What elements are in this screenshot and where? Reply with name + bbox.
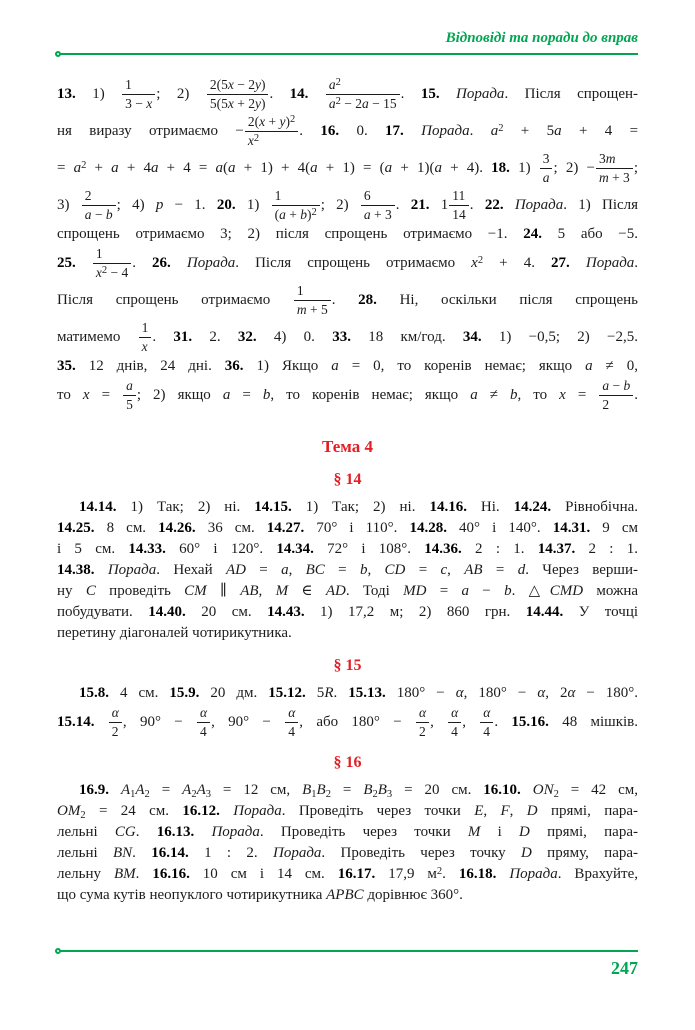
text-line: що сума кутів неопуклого чотирикутника APBC дорівнює 360°.	[57, 887, 463, 903]
fraction: $\frac{3m}{m + 3}$	[596, 151, 633, 186]
footer-rule-ring-icon	[55, 948, 61, 954]
section-heading: § 15	[333, 657, 362, 674]
footer-rule	[57, 950, 638, 952]
text-line: 14.38. Порада. Нехай AD = a, BC = b, CD = c, AB = d. Через верши-	[57, 562, 638, 578]
text-line: 25. $\frac{1}{x^2 - 4}$ . 26. Порада. Після спрощень отримаємо $x^2 + 4$. 27. Порада.	[57, 246, 639, 280]
text-line: 14.14. 1) Так; 2) ні. 14.15. 1) Так; 2) ні. 14.16. Ні. 14.24. Рівнобічна.	[79, 499, 639, 515]
text-line: 3) $\frac{2}{a - b}$ ; 4) p − 1. 20. 1) $\frac{1}{(a + b)^2}$ ; 2) $\frac{6}{a + 3}$ . 21. 1 $\frac{11}{14}$ . 22. Порада. 1) Після	[57, 188, 639, 222]
answers-algebra-continued	[57, 76, 638, 414]
text-line: 35. 12 днів, 24 дні. 36. 1) Якщо a = 0, то коренів немає; якщо a ≠ 0,	[57, 358, 638, 374]
text-line: $OM_2 = 24$ см. 16.12. Порада. Проведіть через точки E, F, D прямі, пара-	[57, 803, 639, 821]
text-line: 14.25. 8 см. 14.26. 36 см. 14.27. 70° і 110°. 14.28. 40° і 140°. 14.31. 9 см	[57, 520, 638, 536]
text-line: ня виразу отримаємо − $\frac{2(x + y)^2}{x^2}$ . 16. 0. 17. Порада. $a^2 + 5a + 4$ =	[57, 114, 639, 148]
text-line: = $a^2 + a + 4a + 4 = a(a + 1) + 4(a + 1) = (a + 1)(a + 4)$. 18. 1) $\frac{3}{a}$ ; 2) − $\frac{3m}{m + 3}$ ;	[57, 151, 638, 185]
page-header	[57, 30, 638, 55]
text-line: і 5 см. 14.33. 60° і 120°. 14.34. 72° і 108°. 14.36. 2 : 1. 14.37. 2 : 1.	[57, 541, 638, 557]
text-line: лельну BM. 16.16. 10 см і 14 см. 16.17. 17,9 $м^2$. 16.18. Порада. Врахуйте,	[57, 866, 639, 882]
text-line: Після спрощень отримаємо $\frac{1}{m + 5}$ . 28. Ні, оскільки після спрощень	[57, 283, 638, 317]
fraction: $\frac{a - b}{2}$	[599, 378, 633, 413]
text-line: побудувати. 14.40. 20 см. 14.43. 1) 17,2 м; 2) 860 грн. 14.44. У точці	[57, 604, 639, 620]
fraction: $\frac{1}{m + 5}$	[294, 283, 331, 318]
fraction: $\frac{2(5x - 2y)}{5(5x + 2y)}$	[207, 77, 269, 112]
text-line: ну C проведіть CM ∥ AB, M ∈ AD. Тоді MD = a − b. △CMD можна	[57, 583, 639, 599]
fraction: $\frac{1}{3 - x}$	[122, 77, 155, 112]
text-line: лельні CG. 16.13. Порада. Проведіть через точки M і D прямі, пара-	[57, 824, 638, 840]
theme-heading: Тема 4	[322, 437, 373, 456]
fraction: $\frac{\alpha}{4}$	[197, 705, 210, 740]
text-line: матимемо $\frac{1}{x}$ . 31. 2. 32. 4) 0. 33. 18 км/год. 34. 1) −0,5; 2) −2,5.	[57, 320, 638, 354]
header-rule	[57, 53, 638, 55]
fraction: $\frac{1}{(a + b)^2}$	[272, 188, 320, 223]
fraction: $\frac{11}{14}$	[449, 188, 469, 223]
fraction: $\frac{\alpha}{4}$	[285, 705, 298, 740]
answers-section-16	[57, 780, 638, 906]
fraction: $\frac{1}{x}$	[139, 320, 152, 355]
fraction: $\frac{\alpha}{2}$	[109, 705, 122, 740]
fraction: $\frac{a}{5}$	[123, 378, 136, 413]
answers-section-15	[57, 683, 638, 741]
text-line: 15.8. 4 см. 15.9. 20 дм. 15.12. 5R. 15.13. 180° − α, 180° − α, 2α − 180°.	[79, 685, 639, 701]
fraction: $\frac{a^2}{a^2 - 2a - 15}$	[326, 77, 400, 112]
fraction: $\frac{\alpha}{4}$	[448, 705, 461, 740]
section-heading: § 16	[333, 754, 362, 771]
page-number: 247	[611, 958, 638, 978]
fraction: $\frac{1}{x^2 - 4}$	[93, 246, 131, 281]
text-line: 15.14. $\frac{\alpha}{2}$ , 90° − $\frac{\alpha}{4}$ , 90° − $\frac{\alpha}{4}$ , або 180° − $\frac{\alpha}{2}$ , $\frac{\alpha}{4}$ , $\frac{\alpha}{4}$ . 15.16. 48 мішків.	[57, 705, 638, 739]
answers-section-14	[57, 497, 638, 644]
fraction: $\frac{3}{a}$	[540, 151, 553, 186]
answers-content	[57, 76, 638, 906]
text-line: перетину діагоналей чотирикутника.	[57, 625, 292, 641]
fraction: $\frac{2(x + y)^2}{x^2}$	[245, 114, 298, 149]
text-line: 13. 1) $\frac{1}{3 - x}$ ; 2) $\frac{2(5x - 2y)}{5(5x + 2y)}$ . 14. $\frac{a^2}{a^2 - 2a - 15}$ . 15. Порада. Після спрощен-	[57, 77, 639, 111]
fraction: $\frac{\alpha}{2}$	[416, 705, 429, 740]
text-line: то x = $\frac{a}{5}$ ; 2) якщо a = b, то коренів немає; якщо a ≠ b, то x = $\frac{a - b}{2}$ .	[57, 378, 638, 412]
section-heading: § 14	[333, 471, 362, 488]
fraction: $\frac{\alpha}{4}$	[480, 705, 493, 740]
text-line: лельні BN. 16.14. 1 : 2. Порада. Проведіть через точку D пряму, пара-	[57, 845, 639, 861]
text-line: 16.9. $A_1A_2 = A_2A_3 = 12$ см, $B_1B_2 = B_2B_3 = 20$ см. 16.10. $ON_2 = 42$ см,	[79, 782, 639, 800]
fraction: $\frac{2}{a - b}$	[82, 188, 116, 223]
header-rule-ring-icon	[55, 51, 61, 57]
text-line: спрощень отримаємо 3; 2) після спрощень отримаємо −1. 24. 5 або −5.	[57, 226, 639, 242]
running-head-title: Відповіді та поради до вправ	[445, 30, 638, 46]
fraction: $\frac{6}{a + 3}$	[361, 188, 395, 223]
page-footer	[57, 950, 638, 979]
